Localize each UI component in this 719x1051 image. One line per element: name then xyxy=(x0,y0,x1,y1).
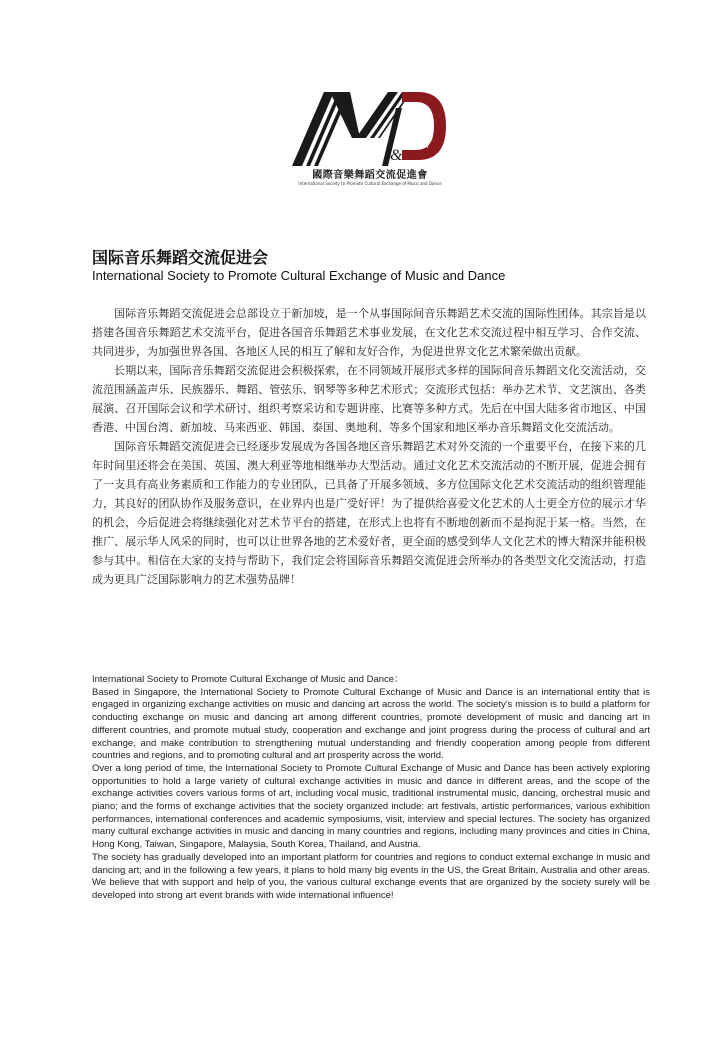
logo-text-en: International Society to Promote Cultural Exchange of Music and Dance xyxy=(298,181,442,186)
page-title-cn: 国际音乐舞蹈交流促进会 xyxy=(92,248,269,267)
english-body xyxy=(92,674,650,903)
chinese-paragraph: 国际音乐舞蹈交流促进会总部设立于新加坡，是一个从事国际间音乐舞蹈艺术交流的国际性团体。其宗旨是以搭建各国音乐舞蹈艺术交流平台，促进各国音乐舞蹈艺术事业发展，在文化艺术交流过程中相互学习、合作交流、共同进步，为加强世界各国、各地区人民的相互了解和友好合作，为促进世界文化艺术繁荣做出贡献。 xyxy=(92,307,646,358)
logo-ampersand: & xyxy=(390,147,403,164)
english-paragraph: Based in Singapore, the International Society to Promote Cultural Exchange of Music and Dance is an international entity that is engaged in organizing exchange activities on music and dancing art across the world. The society's mission is to build a platform for conducting exchange on music and dancing art among different countries, promote development of music and dancing art in different countries, and promote mutual study, cooperation and exchange and joint progress during the process of cultural and art exchange, and make contribution to strengthening mutual understanding and friendly cooperation among people from different countries and regions, and to promoting cultural and art prosperity across the world. xyxy=(92,686,650,762)
english-paragraph: Over a long period of time, the International Society to Promote Cultural Exchange of Music and Dance has been actively exploring opportunities to hold a large variety of cultural exchange activities in music and dance in different areas, and the scope of the exchange activities covers various forms of art, including vocal music, traditional instrumental music, dancing, orchestral music and piano; and the forms of exchange activities that the society organized include: art festivals, artistic performances, various exhibition performances, international conferences and academic symposiums, visit, interview and special lectures. The society has organized many cultural exchange activities in music and dancing in many countries and regions, including many provinces and cities in China, Hong Kong, Taiwan, Singapore, Malaysia, South Korea, Thailand, and Austria. xyxy=(92,762,650,851)
logo-md-mark xyxy=(290,88,450,168)
chinese-paragraph: 国际音乐舞蹈交流促进会已经逐步发展成为各国各地区音乐舞蹈艺术对外交流的一个重要平台，在接下来的几年时间里还将会在美国、英国、澳大利亚等地相继举办大型活动。通过文化艺术交流活动的不断开展，促进会拥有了一支具有高业务素质和工作能力的专业团队，已具备了开展多领域、多方位国际文化艺术交流活动的组织管理能力，其良好的团队协作及服务意识，在业界内也是广受好评！为了提供给喜爱文化艺术的人士更全方位的展示才华的机会，今后促进会将继续强化对艺术节平台的搭建，在形式上也将有不断地创新而不是拘泥于某一格。当然，在推广、展示华人风采的同时，也可以让世界各地的艺术爱好者，更全面的感受到华人文化艺术的博大精深并能积极参与其中。相信在大家的支持与帮助下，我们定会将国际音乐舞蹈交流促进会所举办的各类型文化交流活动，打造成为更具广泛国际影响力的艺术强势品牌！ xyxy=(92,440,646,586)
chinese-body xyxy=(92,304,646,589)
page-title-en: International Society to Promote Cultural Exchange of Music and Dance xyxy=(92,268,506,283)
chinese-paragraph: 长期以来，国际音乐舞蹈交流促进会积极探索，在不同领域开展形式多样的国际间音乐舞蹈文化交流活动，交流范围涵盖声乐、民族器乐、舞蹈、管弦乐、钢琴等多种艺术形式；交流形式包括：举办艺术节、文艺演出、各类展演、召开国际会议和学术研讨、组织考察采访和专题讲座、比赛等多种方式。先后在中国大陆多省市地区、中国香港、中国台湾、新加坡、马来西亚、韩国、泰国、奥地利、等多个国家和地区举办音乐舞蹈文化交流活动。 xyxy=(92,364,646,434)
logo-text-cn: 國際音樂舞蹈交流促進會 xyxy=(312,170,428,181)
english-heading: International Society to Promote Cultural Exchange of Music and Dance： xyxy=(92,674,404,685)
english-paragraph: The society has gradually developed into an important platform for countries and regions to conduct external exchange in music and dancing art; and in the following a few years, it plans to hold many big events in the US, the Great Britain, Australia and other areas. We believe that with support and help of you, the various cultural exchange events that are organized by the society surely will be developed into strong art event brands with wide international influence! xyxy=(92,851,650,901)
logo-d-letter xyxy=(402,92,446,160)
logo xyxy=(290,88,450,198)
